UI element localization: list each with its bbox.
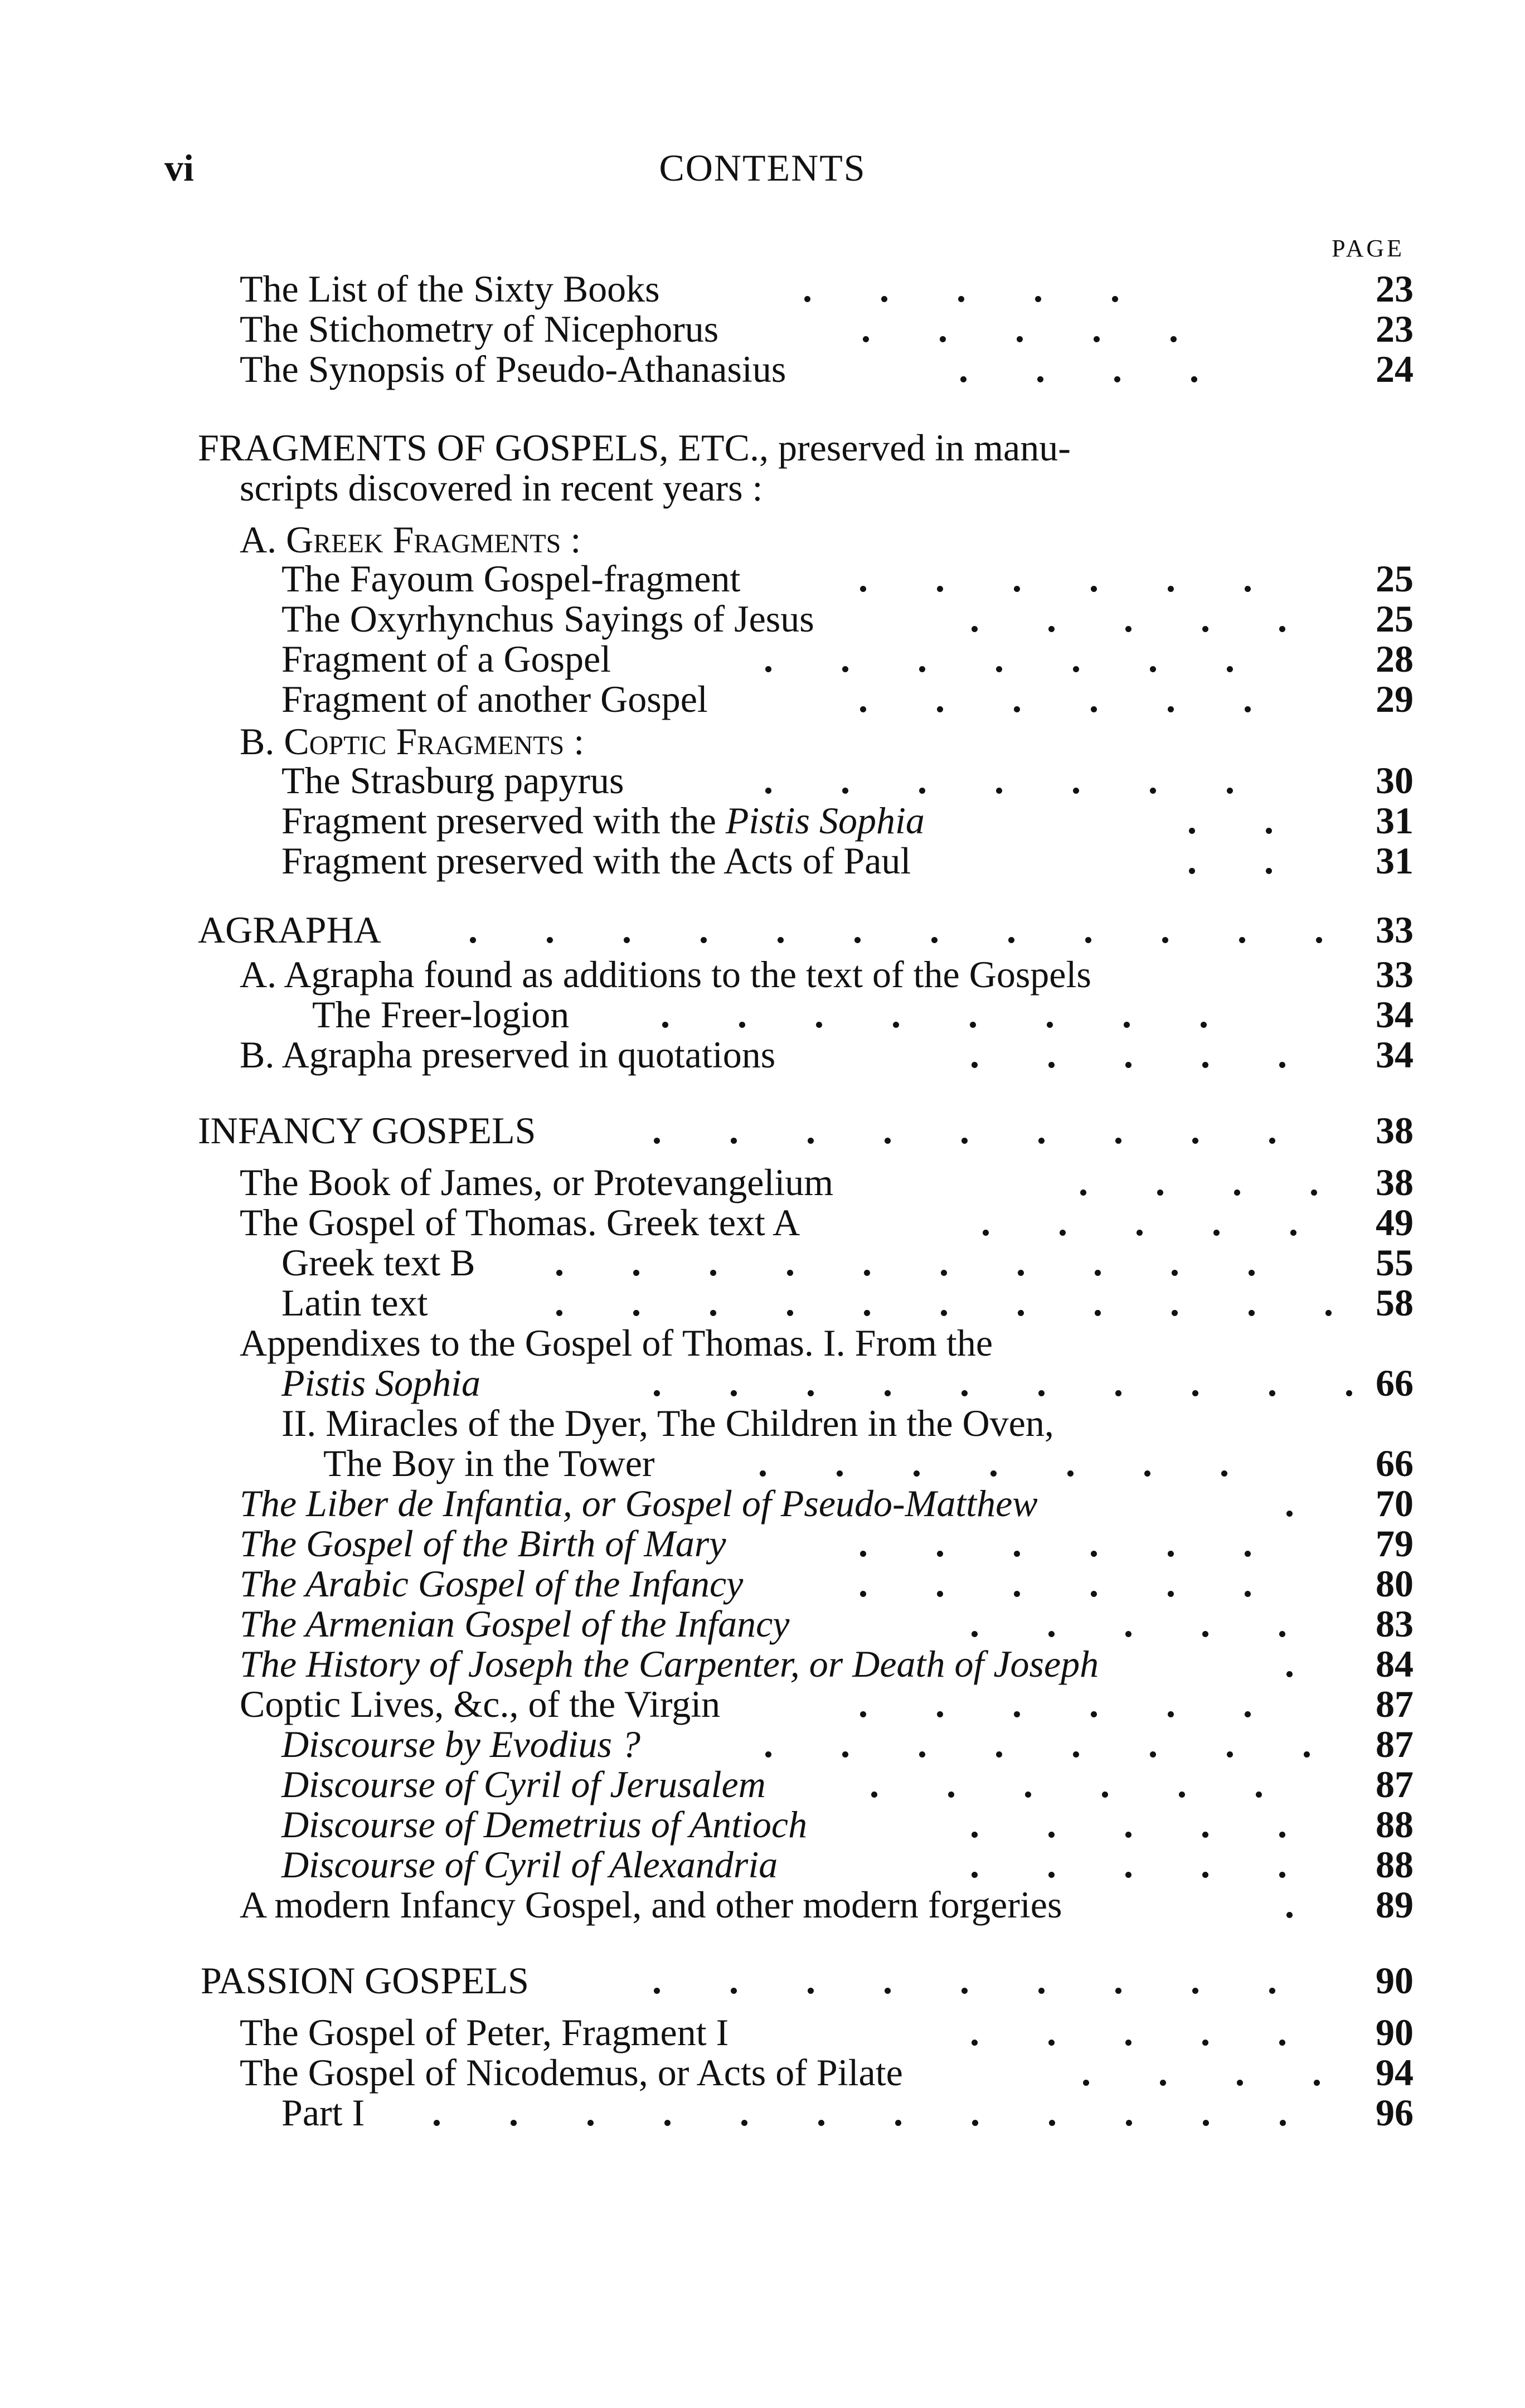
page-number: 23	[1376, 308, 1414, 350]
page-number: 31	[1376, 839, 1414, 882]
page-number: 87	[1376, 1723, 1414, 1765]
leader-dots: . .	[1187, 799, 1303, 842]
toc-entry	[0, 557, 1525, 600]
leader-dots: . . . . . . . . . . . .	[468, 909, 1353, 951]
page-number: 83	[1376, 1603, 1414, 1645]
toc-entry	[0, 839, 1525, 882]
entry-title: Greek text B	[281, 1241, 475, 1284]
leader-dots: .	[1285, 1883, 1323, 1926]
entry-title: The Gospel of Thomas. Greek text A	[240, 1201, 800, 1244]
leader-dots: . . . . . . . . . . .	[555, 1281, 1362, 1324]
leader-dots: . . . . .	[803, 268, 1149, 310]
toc-entry	[0, 953, 1525, 996]
entry-title: The Strasburg papyrus	[281, 759, 624, 802]
entry-title: INFANCY GOSPELS	[198, 1109, 536, 1152]
leader-dots: . . . . .	[981, 1201, 1327, 1244]
toc-entry	[0, 348, 1525, 390]
entry-title: The List of the Sixty Books	[240, 268, 660, 310]
leader-dots: . . . . . .	[858, 678, 1281, 720]
entry-title: The Fayoum Gospel-fragment	[281, 557, 741, 600]
entry-title: Pistis Sophia	[281, 1362, 481, 1404]
toc-entry	[0, 1482, 1525, 1525]
page-number: 89	[1376, 1883, 1414, 1926]
entry-title: The Gospel of the Birth of Mary	[240, 1522, 726, 1565]
toc-entry	[0, 1281, 1525, 1324]
page-number: 66	[1376, 1362, 1414, 1404]
page-number: 38	[1376, 1109, 1414, 1152]
toc-entry	[0, 1763, 1525, 1805]
leader-dots: . . . . . .	[858, 1683, 1281, 1725]
page-number: 80	[1376, 1562, 1414, 1605]
subsection-heading	[0, 518, 1525, 561]
page-number: 28	[1376, 638, 1414, 680]
leader-dots: . . . . . . . . . .	[652, 1362, 1383, 1404]
entry-title: The Armenian Gospel of the Infancy	[240, 1603, 790, 1645]
entry-title: Discourse of Cyril of Alexandria	[281, 1843, 778, 1886]
entry-title: The Boy in the Tower	[323, 1442, 655, 1484]
toc-entry	[0, 1402, 1525, 1444]
entry-title: AGRAPHA	[198, 909, 381, 951]
leader-dots: . . . . . .	[870, 1763, 1293, 1805]
leader-dots: . . . . .	[970, 2011, 1316, 2053]
page-number: 25	[1376, 557, 1414, 600]
toc-entry	[0, 638, 1525, 680]
leader-dots: . . . . . . . . .	[652, 1959, 1306, 2002]
toc-entry	[0, 1442, 1525, 1484]
leader-dots: . . . . .	[970, 598, 1316, 640]
page-number: 33	[1376, 953, 1414, 996]
entry-title: PASSION GOSPELS	[201, 1959, 529, 2002]
leader-dots: . . . . .	[970, 1843, 1316, 1886]
leader-dots: .	[1285, 1482, 1323, 1525]
leader-dots: . . . . . .	[858, 557, 1281, 600]
toc-entry	[0, 598, 1525, 640]
page-number: 90	[1376, 2011, 1414, 2053]
leader-dots: . . . . . .	[858, 1522, 1281, 1565]
toc-entry	[0, 1241, 1525, 1284]
entry-title: The Book of James, or Protevangelium	[240, 1161, 834, 1203]
entry-title: The Arabic Gospel of the Infancy	[240, 1562, 744, 1605]
toc-entry	[0, 759, 1525, 802]
entry-title: Fragment preserved with the Acts of Paul	[281, 839, 911, 882]
entry-title: II. Miracles of the Dyer, The Children in the Oven,	[281, 1402, 1054, 1444]
subsection-heading	[0, 720, 1525, 763]
toc-entry	[0, 993, 1525, 1036]
leader-dots: . . . .	[959, 348, 1228, 390]
entry-title	[281, 799, 925, 842]
entry-title: B. Agrapha preserved in quotations	[240, 1033, 776, 1076]
toc-entry	[0, 799, 1525, 842]
entry-title: FRAGMENTS OF GOSPELS, ETC., preserved in manu-	[198, 426, 1071, 469]
toc-entry	[0, 1322, 1525, 1364]
leader-dots: . . . . . . . . . .	[555, 1241, 1285, 1284]
leader-dots: . . . .	[1081, 2051, 1351, 2094]
entry-title: Discourse of Cyril of Jerusalem	[281, 1763, 766, 1805]
leader-dots: . . . . . .	[858, 1562, 1281, 1605]
leader-dots: . . . .	[1079, 1161, 1348, 1203]
leader-dots: . . . . . . . .	[660, 993, 1237, 1036]
entry-title: Latin text	[281, 1281, 428, 1324]
toc-entry	[0, 2051, 1525, 2094]
toc-entry	[0, 1643, 1525, 1685]
page-number: 23	[1376, 268, 1414, 310]
page-number: 55	[1376, 1241, 1414, 1284]
entry-title: Discourse of Demetrius of Antioch	[281, 1803, 808, 1846]
entry-title: The Liber de Infantia, or Gospel of Pseudo-Matthew	[240, 1482, 1038, 1525]
toc-entry	[0, 2091, 1525, 2134]
leader-dots: . . . . . . . . .	[652, 1109, 1306, 1152]
entry-title: The Gospel of Nicodemus, or Acts of Pilate	[240, 2051, 903, 2094]
page-number: 96	[1376, 2091, 1414, 2134]
toc-entry	[0, 1683, 1525, 1725]
page-number: 88	[1376, 1803, 1414, 1846]
running-title: CONTENTS	[659, 147, 866, 189]
page-number: 94	[1376, 2051, 1414, 2094]
leader-dots: . . . . .	[861, 308, 1207, 350]
page-number: 87	[1376, 1683, 1414, 1725]
page-number: 79	[1376, 1522, 1414, 1565]
entry-title: Fragment of a Gospel	[281, 638, 611, 680]
section-heading	[0, 909, 1525, 951]
page-number: 30	[1376, 759, 1414, 802]
entry-title: A modern Infancy Gospel, and other modern forgeries	[240, 1883, 1062, 1926]
page-number: 66	[1376, 1442, 1414, 1484]
toc-entry	[0, 1883, 1525, 1926]
leader-dots: . . . . . . .	[764, 759, 1264, 802]
entry-title: The History of Joseph the Carpenter, or Death of Joseph	[240, 1643, 1099, 1685]
text-fragment: Fragment preserved with the	[281, 799, 726, 842]
page-number: 33	[1376, 909, 1414, 951]
leader-dots: . . . . .	[970, 1603, 1316, 1645]
toc-entry	[0, 1033, 1525, 1076]
page-number: 38	[1376, 1161, 1414, 1203]
page-number: 24	[1376, 348, 1414, 390]
entry-title: B. Coptic Fragments :	[240, 720, 585, 763]
page-number: 70	[1376, 1482, 1414, 1525]
page-number: 49	[1376, 1201, 1414, 1244]
entry-title: The Gospel of Peter, Fragment I	[240, 2011, 729, 2053]
section-heading	[0, 426, 1525, 469]
page-number: 25	[1376, 598, 1414, 640]
page-number: 31	[1376, 799, 1414, 842]
toc-entry	[0, 308, 1525, 350]
page-column-heading: PAGE	[1332, 235, 1405, 262]
leader-dots: . . . . . . . . . . . .	[432, 2091, 1317, 2134]
section-heading-continued	[0, 467, 1525, 509]
leader-dots: . . . . .	[970, 1033, 1316, 1076]
page-number: 87	[1376, 1763, 1414, 1805]
entry-title: Coptic Lives, &c., of the Virgin	[240, 1683, 721, 1725]
entry-title: Fragment of another Gospel	[281, 678, 708, 720]
toc-entry	[0, 1522, 1525, 1565]
entry-title: The Synopsis of Pseudo-Athanasius	[240, 348, 786, 390]
leader-dots: . . . . . . . .	[764, 1723, 1341, 1765]
leader-dots: .	[1285, 1643, 1323, 1685]
text-fragment: Pistis Sophia	[725, 799, 925, 842]
toc-entry	[0, 1843, 1525, 1886]
toc-entry	[0, 2011, 1525, 2053]
toc-entry	[0, 1723, 1525, 1765]
entry-title: scripts discovered in recent years :	[240, 467, 763, 509]
leader-dots: . .	[1187, 839, 1303, 882]
leader-dots: . . . . .	[970, 1803, 1316, 1846]
toc-entry	[0, 1562, 1525, 1605]
toc-entry	[0, 1603, 1525, 1645]
page-number: 29	[1376, 678, 1414, 720]
section-heading	[0, 1959, 1525, 2002]
entry-title: Appendixes to the Gospel of Thomas. I. From the	[240, 1322, 993, 1364]
page-number: 88	[1376, 1843, 1414, 1886]
entry-title: The Oxyrhynchus Sayings of Jesus	[281, 598, 814, 640]
toc-entry	[0, 268, 1525, 310]
toc-entry	[0, 1362, 1525, 1404]
toc-entry	[0, 1161, 1525, 1203]
entry-title: The Freer-logion	[312, 993, 570, 1036]
entry-title: Discourse by Evodius ?	[281, 1723, 641, 1765]
page-number: 58	[1376, 1281, 1414, 1324]
section-heading	[0, 1109, 1525, 1152]
page-number: 84	[1376, 1643, 1414, 1685]
entry-title: The Stichometry of Nicephorus	[240, 308, 719, 350]
page-number: 34	[1376, 993, 1414, 1036]
toc-entry	[0, 1803, 1525, 1846]
entry-title: Part I	[281, 2091, 365, 2134]
leader-dots: . . . . . . .	[764, 638, 1264, 680]
entry-title: A. Agrapha found as additions to the text of the Gospels	[240, 953, 1091, 996]
page-number: 90	[1376, 1959, 1414, 2002]
entry-title: A. Greek Fragments :	[240, 518, 581, 561]
toc-entry	[0, 678, 1525, 720]
folio: vi	[164, 147, 194, 189]
page-number: 34	[1376, 1033, 1414, 1076]
toc-entry	[0, 1201, 1525, 1244]
leader-dots: . . . . . . .	[758, 1442, 1258, 1484]
